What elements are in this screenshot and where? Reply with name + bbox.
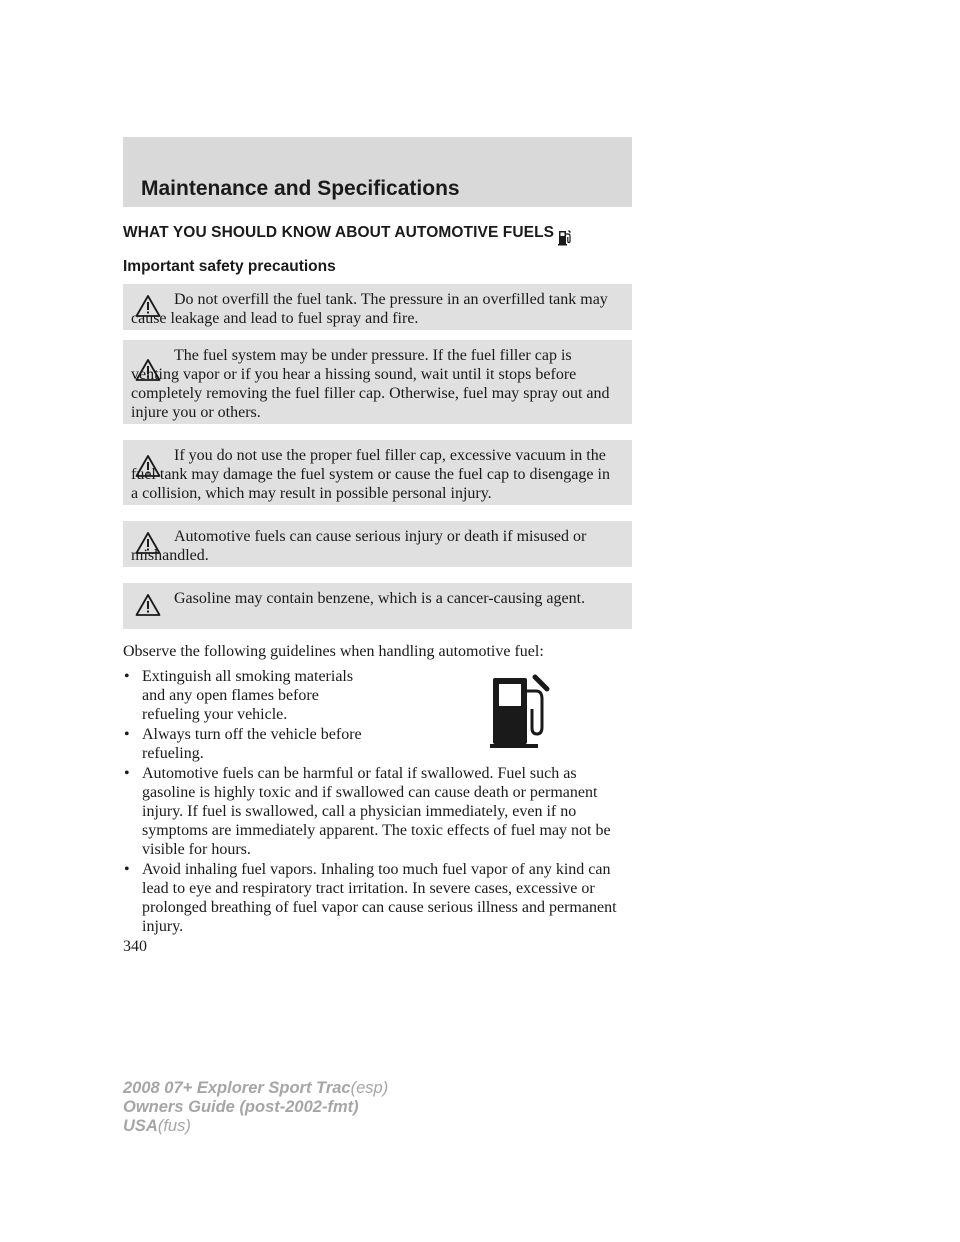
footer-line — [123, 1098, 388, 1117]
section-title-text: WHAT YOU SHOULD KNOW ABOUT AUTOMOTIVE FUELS — [123, 224, 555, 241]
warning-text: The fuel system may be under pressure. If the fuel filler cap is venting vapor or if you hear a hissing sound, wait until it stops before completely removing the fuel filler cap. Otherwise, fuel may spray out and injure you or others. — [131, 347, 610, 421]
bullet-glyph: • — [124, 668, 130, 685]
section-title — [123, 224, 572, 242]
warning-box — [123, 340, 632, 424]
footer-guide: Owners Guide (post-2002-fmt) — [123, 1098, 359, 1116]
bullet-glyph: • — [124, 726, 130, 743]
warning-box — [123, 583, 632, 629]
bullet-glyph: • — [124, 861, 130, 878]
warning-text: Automotive fuels can cause serious injury or death if misused or mishandled. — [131, 528, 587, 564]
warning-text: Gasoline may contain benzene, which is a cancer-causing agent. — [174, 590, 586, 607]
list-item-text — [142, 764, 632, 859]
header-band — [123, 137, 632, 207]
list-item-text: Extinguish all smoking materials and any open flames before refueling your vehicle. — [142, 668, 354, 723]
footer-line — [123, 1079, 388, 1098]
footer-model-code: (esp) — [350, 1079, 389, 1097]
warning-box — [123, 440, 632, 505]
list-item-text: Always turn off the vehicle before refueling. — [142, 726, 362, 762]
subtitle: Important safety precautions — [123, 258, 336, 275]
fuel-pump-icon — [558, 228, 572, 246]
list-item-text: Avoid inhaling fuel vapors. Inhaling too much fuel vapor of any kind can lead to eye and respiratory tract irritation. In severe cases, excessive or prolonged breathing of fuel vapor can cause serious illness and permanent injury. — [142, 861, 617, 935]
footer-market: USA — [123, 1117, 158, 1135]
fuel-pump-icon — [490, 673, 550, 751]
list-item-text-content: Automotive fuels can be harmful or fatal if swallowed. Fuel such as gasoline is highly toxic and if swallowed can cause death or permanent injury. If fuel is swallowed, call a physician immediately, even if no symptoms are immediately apparent. The toxic effects of fuel may not be visible for hours. — [142, 765, 611, 858]
page-number: 340 — [123, 938, 147, 955]
intro-paragraph: Observe the following guidelines when handling automotive fuel: — [123, 643, 544, 660]
footer — [123, 1079, 388, 1136]
footer-line — [123, 1117, 388, 1136]
bullet-glyph: • — [124, 765, 130, 782]
footer-market-code: (fus) — [157, 1117, 191, 1135]
warning-text: Do not overfill the fuel tank. The pressure in an overfilled tank may cause leakage and lead to fuel spray and fire. — [131, 291, 608, 327]
footer-model: 2008 07+ Explorer Sport Trac — [123, 1079, 351, 1097]
warning-text: If you do not use the proper fuel filler cap, excessive vacuum in the fuel tank may damage the fuel system or cause the fuel cap to disengage in a collision, which may result in possible personal injury. — [131, 447, 610, 502]
warning-box — [123, 521, 632, 567]
page-title: Maintenance and Specifications — [141, 177, 460, 200]
warning-box — [123, 284, 632, 330]
